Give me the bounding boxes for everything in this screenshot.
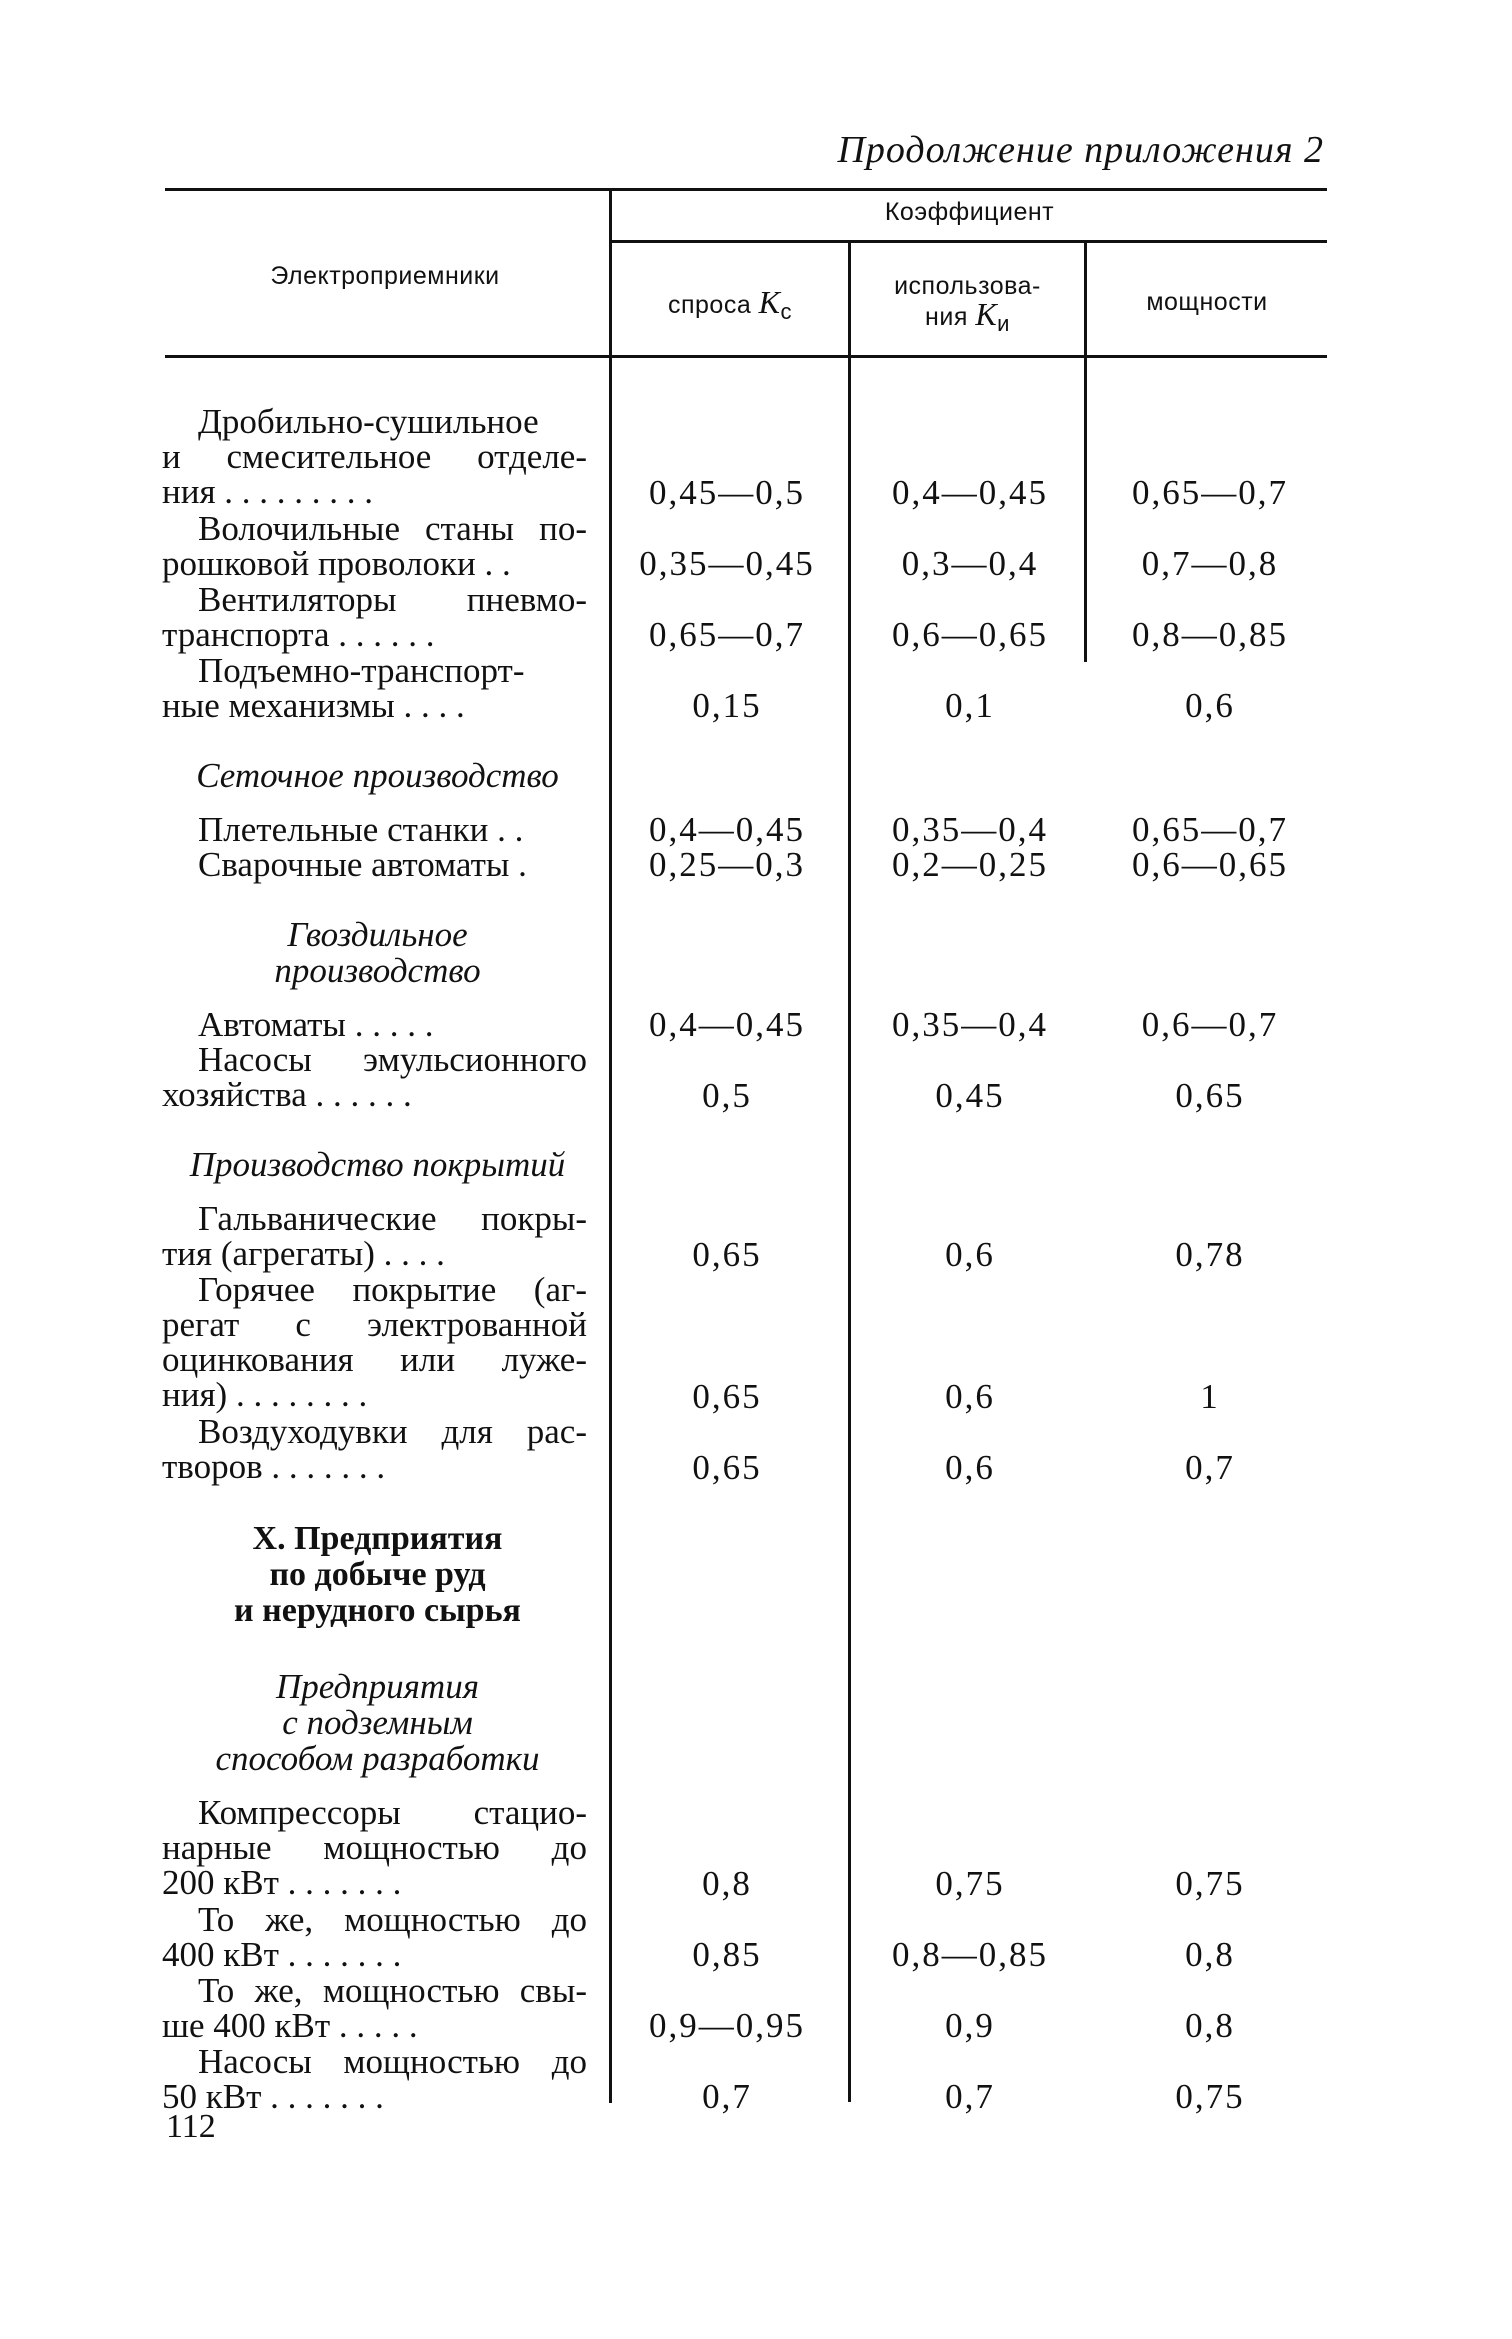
demand-value: 0,5 <box>702 1075 752 1115</box>
power-value: 0,65—0,7 <box>1132 809 1288 849</box>
section-heading: Предприятия с подземным способом разработки <box>215 1667 540 1778</box>
demand-value: 0,7 <box>702 2077 752 2116</box>
power-value: 0,8 <box>1185 1935 1235 1974</box>
header-receivers: Электроприемники <box>270 262 500 290</box>
receiver-name-line: Волочильные станы по- <box>198 508 587 548</box>
receiver-name-line: 200 кВт . . . . . . . <box>162 1863 402 1902</box>
receiver-name-line: Гальванические покры- <box>198 1199 587 1238</box>
receiver-name-line: транспорта . . . . . . <box>162 614 435 654</box>
power-value: 0,6 <box>1185 686 1235 725</box>
receiver-name-line: хозяйства . . . . . . <box>162 1075 412 1114</box>
usage-value: 0,4—0,45 <box>892 473 1048 512</box>
power-value: 0,65—0,7 <box>1132 473 1288 512</box>
power-value: 1 <box>1200 1376 1220 1416</box>
usage-value: 0,7 <box>945 2077 995 2116</box>
usage-value: 0,6 <box>945 1447 995 1487</box>
receiver-name <box>162 2041 587 2116</box>
col-divider-2 <box>848 242 851 2102</box>
section-heading: Производство покрытий <box>189 1145 566 1184</box>
power-value: 0,6—0,65 <box>1132 845 1288 884</box>
usage-value: 0,6 <box>945 1376 995 1416</box>
power-value: 0,8 <box>1185 2006 1235 2045</box>
receiver-name <box>162 650 587 725</box>
coefficient-rule <box>612 240 1327 243</box>
receiver-name-line: Вентиляторы пневмо- <box>198 579 587 619</box>
usage-value: 0,2—0,25 <box>892 845 1048 884</box>
usage-value: 0,35—0,4 <box>892 809 1048 849</box>
receiver-name-line: 400 кВт . . . . . . . <box>162 1934 402 1974</box>
receiver-name-line: Дробильно-сушильное <box>198 402 539 441</box>
power-value: 0,6—0,7 <box>1141 1004 1279 1044</box>
receiver-name <box>162 508 587 583</box>
receiver-name-line: То же, мощностью до <box>198 1899 587 1939</box>
receiver-name-line: ные механизмы . . . . <box>162 685 465 725</box>
chapter-heading: X. Предприятия по добыче руд и нерудного сырья <box>234 1520 521 1629</box>
demand-value: 0,9—0,95 <box>649 2006 805 2045</box>
receiver-name <box>162 404 587 509</box>
header-usage-line2: ния <box>925 303 968 331</box>
demand-value: 0,35—0,45 <box>639 544 815 583</box>
receiver-name-line: творов . . . . . . . <box>162 1447 386 1486</box>
receiver-name <box>162 1201 587 1271</box>
table-top-rule <box>165 188 1327 191</box>
receiver-name-line: ше 400 кВт . . . . . <box>162 2005 418 2045</box>
usage-value: 0,8—0,85 <box>892 1935 1048 1974</box>
demand-value: 0,65—0,7 <box>649 615 805 654</box>
header-demand <box>612 284 848 326</box>
header-power: мощности <box>1146 288 1268 316</box>
receiver-name-line: ния) . . . . . . . . <box>162 1375 368 1414</box>
receiver-name-line: Автоматы . . . . . <box>198 1004 434 1044</box>
receiver-name <box>162 1004 587 1044</box>
section-heading: Сеточное производство <box>196 755 559 795</box>
page-number: 112 <box>166 2108 216 2145</box>
receiver-name-line: и смесительное отделе- <box>162 437 587 476</box>
receiver-name-line: Подъемно-транспорт- <box>198 650 525 690</box>
demand-value: 0,85 <box>692 1935 762 1974</box>
header-demand-sub: с <box>780 299 793 324</box>
receiver-name <box>162 1272 587 1412</box>
power-value: 0,7 <box>1185 1447 1235 1487</box>
demand-value: 0,45—0,5 <box>649 473 805 512</box>
receiver-name-line: оцинкования или луже- <box>162 1340 587 1379</box>
receiver-name-line: Насосы эмульсионного <box>198 1040 587 1079</box>
receiver-name <box>162 847 587 882</box>
usage-value: 0,6—0,65 <box>892 615 1048 654</box>
power-value: 0,75 <box>1175 1864 1245 1903</box>
header-bottom-rule <box>165 355 1327 358</box>
demand-value: 0,4—0,45 <box>649 809 805 849</box>
receiver-name <box>162 1899 587 1974</box>
receiver-name-line: То же, мощностью свы- <box>198 1970 587 2010</box>
demand-value: 0,25—0,3 <box>649 845 805 884</box>
demand-value: 0,15 <box>692 686 762 725</box>
receiver-name-line: Компрессоры стацио- <box>198 1793 587 1832</box>
receiver-name <box>162 579 587 654</box>
usage-value: 0,1 <box>945 686 995 725</box>
receiver-name <box>162 1414 587 1484</box>
receiver-name-line: Плетельные станки . . <box>198 809 524 849</box>
power-value: 0,8—0,85 <box>1132 615 1288 654</box>
receiver-name <box>162 1795 587 1900</box>
demand-value: 0,4—0,45 <box>649 1004 805 1044</box>
header-coefficient: Коэффициент <box>884 198 1055 226</box>
page-continuation-title: Продолжение приложения 2 <box>837 129 1324 171</box>
demand-value: 0,65 <box>692 1234 762 1274</box>
section-heading: Гвоздильное производство <box>274 914 481 990</box>
receiver-name-line: рошковой проволоки . . <box>162 543 511 583</box>
power-value: 0,75 <box>1175 2077 1245 2116</box>
power-value: 0,7—0,8 <box>1141 544 1279 583</box>
receiver-name-line: тия (агрегаты) . . . . <box>162 1234 445 1273</box>
receiver-name-line: ния . . . . . . . . . <box>162 472 374 511</box>
usage-value: 0,9 <box>945 2006 995 2045</box>
power-value: 0,78 <box>1175 1234 1245 1274</box>
receiver-name-line: 50 кВт . . . . . . . <box>162 2076 384 2116</box>
receiver-name-line: Горячее покрытие (аг- <box>198 1270 587 1309</box>
receiver-name-line: регат с электрованной <box>162 1305 587 1344</box>
header-demand-symbol: K <box>758 284 781 320</box>
receiver-name-line: Воздуходувки для рас- <box>198 1412 587 1451</box>
power-value: 0,65 <box>1175 1075 1245 1115</box>
header-demand-label: спроса <box>667 291 752 319</box>
header-usage-sub: и <box>997 311 1010 336</box>
usage-value: 0,6 <box>945 1234 995 1274</box>
receiver-name-line: Сварочные автоматы . <box>198 845 527 884</box>
demand-value: 0,65 <box>692 1376 762 1416</box>
header-usage <box>851 272 1084 338</box>
header-usage-line1: использова- <box>894 272 1041 300</box>
receiver-name <box>162 1042 587 1112</box>
header-usage-symbol: K <box>975 296 998 332</box>
receiver-name-line: Насосы мощностью до <box>198 2041 587 2081</box>
demand-value: 0,65 <box>692 1447 762 1487</box>
demand-value: 0,8 <box>702 1864 752 1903</box>
receiver-name <box>162 1970 587 2045</box>
usage-value: 0,45 <box>935 1075 1005 1115</box>
usage-value: 0,75 <box>935 1864 1005 1903</box>
usage-value: 0,3—0,4 <box>901 544 1039 583</box>
receiver-name-line: нарные мощностью до <box>162 1828 587 1867</box>
receiver-name <box>162 809 587 849</box>
usage-value: 0,35—0,4 <box>892 1004 1048 1044</box>
